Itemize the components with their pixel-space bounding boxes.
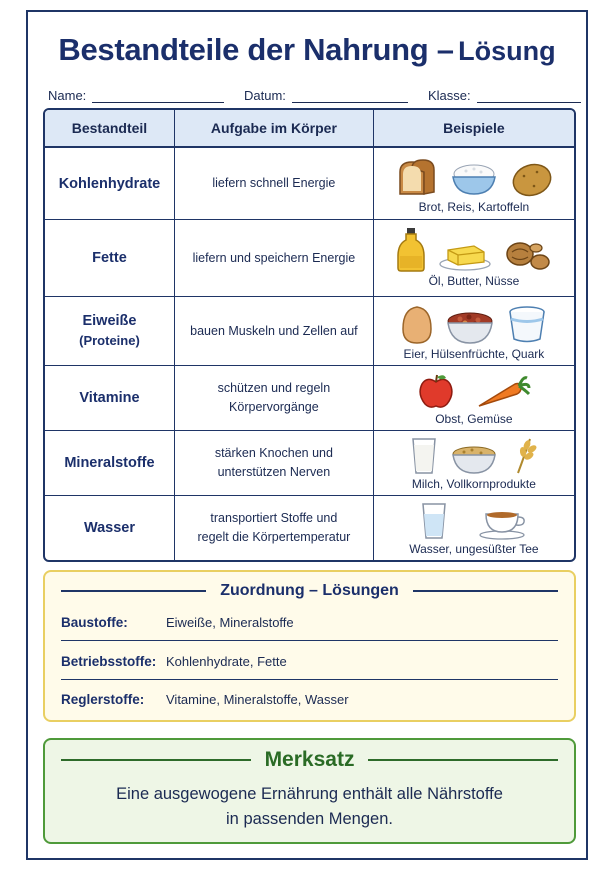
nutrient-task: liefern schnell Energie bbox=[175, 148, 374, 220]
tea-cup-icon bbox=[478, 508, 528, 540]
assignment-header bbox=[61, 582, 558, 600]
nutrient-examples bbox=[374, 148, 574, 220]
date-field[interactable]: Datum: bbox=[244, 88, 408, 103]
beans-bowl-icon bbox=[445, 309, 495, 345]
assignment-title: Zuordnung – Lösungen bbox=[220, 582, 399, 599]
nutrient-examples bbox=[374, 220, 574, 297]
table-row bbox=[45, 366, 574, 431]
summary-text: Eine ausgewogene Ernährung enthält alle Nährstoffe in passenden Mengen. bbox=[116, 785, 503, 828]
bread-icon bbox=[394, 158, 438, 198]
class-field[interactable]: Klasse: bbox=[428, 88, 581, 103]
nutrient-task: bauen Muskeln und Zellen auf bbox=[175, 297, 374, 366]
column-header: Aufgabe im Körper bbox=[175, 110, 374, 148]
nutrients-table bbox=[43, 108, 576, 562]
nutrient-name: Mineralstoffe bbox=[45, 431, 175, 496]
water-glass-icon bbox=[420, 502, 448, 540]
grain-bowl-icon bbox=[450, 443, 498, 475]
table-row bbox=[45, 431, 574, 496]
examples-label: Milch, Vollkornprodukte bbox=[411, 477, 536, 491]
assignment-row: Betriebsstoffe: Kohlenhydrate, Fette bbox=[61, 653, 287, 669]
table-row bbox=[45, 220, 574, 297]
assignment-row: Reglerstoffe: Vitamine, Mineralstoffe, Wasser bbox=[61, 691, 349, 707]
nutrient-name: Vitamine bbox=[45, 366, 175, 431]
table-header-row bbox=[45, 110, 574, 148]
nuts-icon bbox=[504, 238, 552, 272]
examples-label: Obst, Gemüse bbox=[435, 412, 513, 426]
wheat-icon bbox=[510, 435, 538, 475]
nutrient-examples bbox=[374, 297, 574, 366]
potato-icon bbox=[510, 158, 554, 198]
nutrient-examples bbox=[374, 431, 574, 496]
nutrient-name: Wasser bbox=[45, 496, 175, 560]
summary-title: Merksatz bbox=[264, 748, 355, 771]
examples-label: Wasser, ungesüßter Tee bbox=[409, 542, 539, 556]
summary-box bbox=[43, 738, 576, 844]
apple-icon bbox=[417, 372, 455, 410]
milk-glass-icon bbox=[410, 437, 438, 475]
nutrient-name: Kohlenhydrate bbox=[45, 148, 175, 220]
rice-bowl-icon bbox=[450, 160, 498, 198]
egg-icon bbox=[401, 305, 433, 345]
table-row bbox=[45, 496, 574, 560]
nutrient-name: Eiweiße (Proteine) bbox=[45, 297, 175, 366]
table-row bbox=[45, 297, 574, 366]
oil-bottle-icon bbox=[396, 226, 426, 272]
nutrient-task: liefern und speichern Energie bbox=[175, 220, 374, 297]
worksheet-page bbox=[26, 10, 588, 860]
butter-icon bbox=[438, 238, 492, 272]
nutrient-name: Fette bbox=[45, 220, 175, 297]
name-field[interactable]: Name: bbox=[48, 88, 224, 103]
page-title: Bestandteile der Nahrung – Lösung bbox=[58, 32, 556, 67]
carrot-icon bbox=[475, 374, 531, 410]
nutrient-task: schützen und regeln Körpervorgänge bbox=[175, 366, 374, 431]
nutrient-examples bbox=[374, 366, 574, 431]
nutrient-task: transportiert Stoffe und regelt die Körpertemperatur bbox=[175, 496, 374, 560]
examples-label: Öl, Butter, Nüsse bbox=[428, 274, 520, 288]
quark-cup-icon bbox=[507, 305, 547, 345]
examples-label: Brot, Reis, Kartoffeln bbox=[418, 199, 530, 214]
column-header: Beispiele bbox=[374, 110, 574, 148]
nutrient-task: stärken Knochen und unterstützen Nerven bbox=[175, 431, 374, 496]
examples-label: Eier, Hülsenfrüchte, Quark bbox=[403, 347, 545, 361]
assignment-row: Baustoffe: Eiweiße, Mineralstoffe bbox=[61, 614, 294, 630]
table-row bbox=[45, 148, 574, 220]
column-header: Bestandteil bbox=[45, 110, 175, 148]
assignment-box bbox=[43, 570, 576, 722]
nutrient-examples bbox=[374, 496, 574, 560]
summary-header bbox=[61, 748, 558, 772]
